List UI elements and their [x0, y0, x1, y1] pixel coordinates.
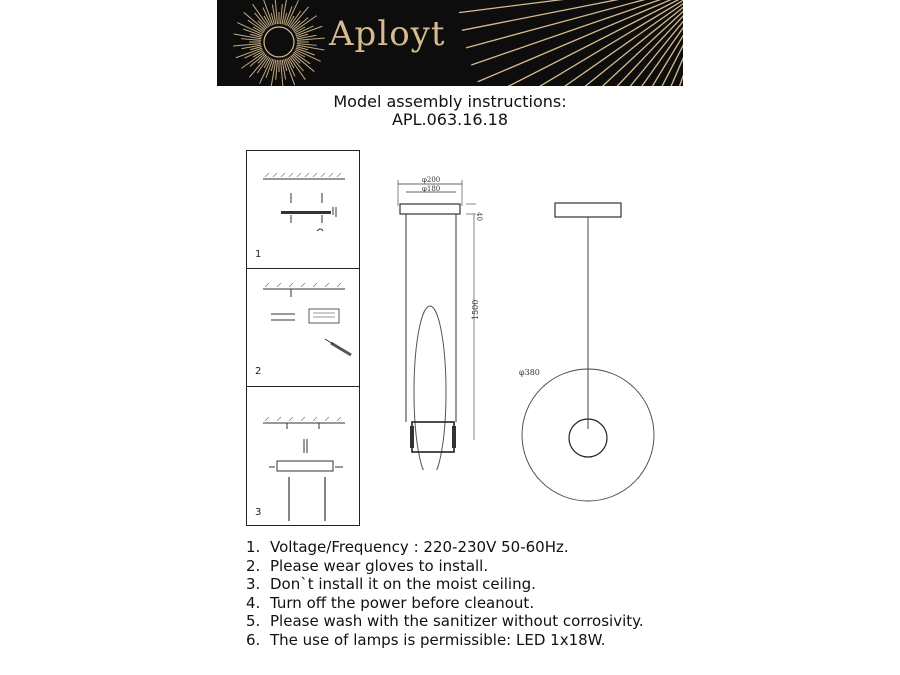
- front-view-drawing: [505, 195, 665, 515]
- dim-d200-label: φ200: [422, 176, 441, 184]
- note-item: 4. Turn off the power before cleanout.: [246, 593, 535, 612]
- dim-h1500-label: 1500: [471, 299, 480, 320]
- brand-banner: [217, 0, 683, 86]
- side-view-drawing: [380, 170, 500, 470]
- note-item: 5. Please wash with the sanitizer without corrosivity.: [246, 612, 644, 630]
- step-2-number: 2: [255, 366, 262, 377]
- model-number: APL.063.16.18: [391, 110, 509, 129]
- page-title: Model assembly instructions:: [333, 92, 567, 111]
- step-1-number: 1: [255, 249, 262, 260]
- sunburst-logo-graphic: [217, 0, 683, 86]
- step-2-illustration: [247, 269, 359, 387]
- note-item: 1. Voltage/Frequency : 220-230V 50-60Hz.: [246, 538, 569, 556]
- dim-d180-label: φ180: [422, 185, 441, 193]
- step-2-panel: [247, 269, 359, 387]
- brand-logo-text: Aployt: [329, 14, 446, 54]
- note-item: 3. Don`t install it on the moist ceiling.: [246, 575, 536, 593]
- notes-list: [246, 538, 644, 649]
- dim-h40-label: 40: [475, 212, 483, 221]
- step-3-illustration: [247, 387, 359, 525]
- note-item: 2. Please wear gloves to install.: [246, 556, 489, 575]
- note-item: 6. The use of lamps is permissible: LED 1x18W.: [246, 630, 606, 649]
- step-3-panel: [247, 387, 359, 525]
- assembly-steps-panel: [246, 150, 360, 526]
- step-1-illustration: [247, 151, 359, 269]
- step-1-panel: [247, 151, 359, 269]
- step-3-number: 3: [255, 507, 262, 518]
- dim-d380-label: φ380: [519, 368, 540, 377]
